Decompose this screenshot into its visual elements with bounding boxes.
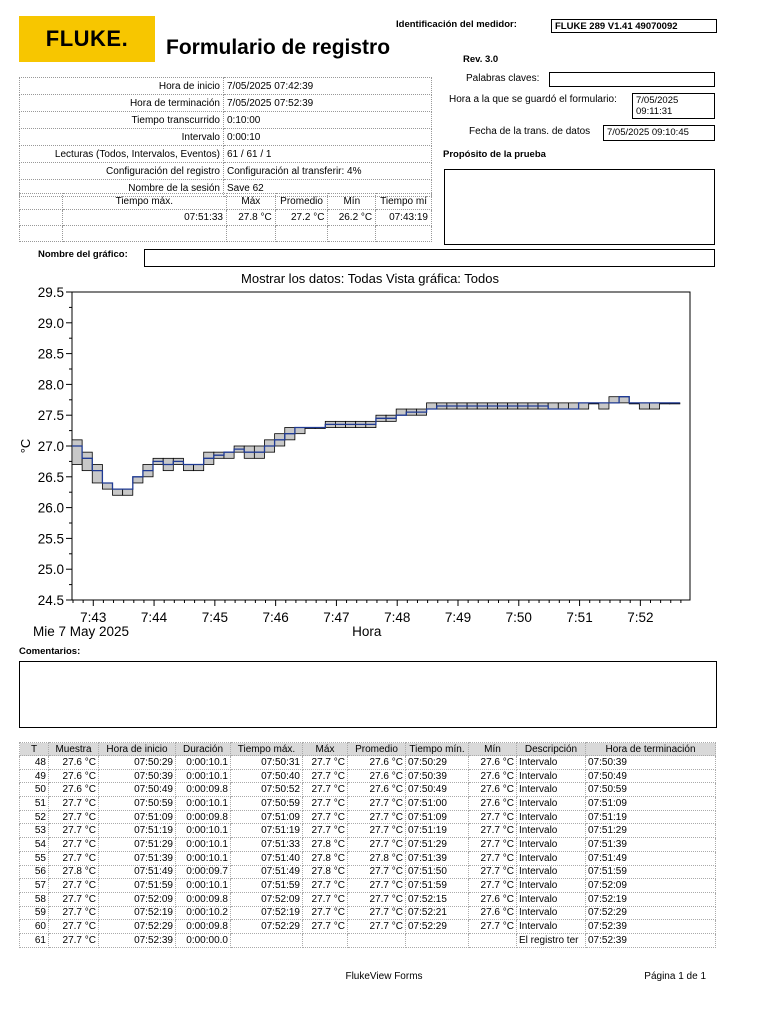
graph-name-field[interactable] xyxy=(144,249,715,267)
graph-name-label: Nombre del gráfico: xyxy=(38,249,128,260)
table-cell: 27.7 °C xyxy=(303,824,348,838)
x-axis-label: Hora xyxy=(352,624,382,639)
info-label: Hora de terminación xyxy=(20,95,224,112)
table-cell: 07:50:29 xyxy=(99,756,176,770)
info-value: 0:10:00 xyxy=(224,112,432,129)
table-cell: 27.7 °C xyxy=(49,892,99,906)
table-cell: 07:52:39 xyxy=(586,920,716,934)
table-cell: 27.6 °C xyxy=(469,797,517,811)
table-cell: 59 xyxy=(20,906,49,920)
table-cell: 56 xyxy=(20,865,49,879)
table-cell: 50 xyxy=(20,783,49,797)
comments-label: Comentarios: xyxy=(19,646,81,657)
y-tick-label: 26.5 xyxy=(37,469,64,485)
table-row xyxy=(20,851,716,865)
range-box xyxy=(92,464,102,482)
purpose-label: Propósito de la prueba xyxy=(443,149,546,160)
table-cell: 07:51:49 xyxy=(231,865,303,879)
table-cell xyxy=(231,933,303,947)
readings-header-cell: Muestra xyxy=(49,743,99,756)
summary-value: 27.8 °C xyxy=(227,210,276,226)
transfer-date-field[interactable]: 7/05/2025 09:10:45 xyxy=(603,125,715,141)
readings-header-cell: T xyxy=(20,743,49,756)
table-cell: 27.6 °C xyxy=(348,756,406,770)
table-cell: 07:51:09 xyxy=(99,810,176,824)
table-cell: 27.7 °C xyxy=(49,797,99,811)
table-cell: 07:51:29 xyxy=(99,838,176,852)
range-box xyxy=(102,483,112,489)
table-cell: 0:00:10.1 xyxy=(176,824,231,838)
table-cell: Intervalo xyxy=(517,756,586,770)
table-cell: 58 xyxy=(20,892,49,906)
summary-header: Máx xyxy=(227,194,276,210)
table-cell: 61 xyxy=(20,933,49,947)
table-cell: 07:51:49 xyxy=(586,851,716,865)
table-cell: 07:50:52 xyxy=(231,783,303,797)
table-cell: 07:51:59 xyxy=(231,879,303,893)
table-cell: 07:51:49 xyxy=(99,865,176,879)
table-cell: 07:50:59 xyxy=(586,783,716,797)
summary-value: 26.2 °C xyxy=(328,210,376,226)
table-cell: 07:52:09 xyxy=(231,892,303,906)
table-cell: 07:51:09 xyxy=(231,810,303,824)
x-tick-label: 7:44 xyxy=(140,610,168,625)
table-cell xyxy=(406,933,469,947)
table-cell: 27.6 °C xyxy=(49,783,99,797)
table-cell: 27.6 °C xyxy=(348,783,406,797)
readings-table xyxy=(19,742,716,948)
table-row xyxy=(20,824,716,838)
readings-header-cell: Hora de inicio xyxy=(99,743,176,756)
table-cell: 07:51:39 xyxy=(99,851,176,865)
table-row xyxy=(20,906,716,920)
table-cell: 27.7 °C xyxy=(303,810,348,824)
meter-id-field[interactable]: FLUKE 289 V1.41 49070092 xyxy=(551,19,717,33)
x-tick-label: 7:46 xyxy=(262,610,289,625)
table-cell: 27.7 °C xyxy=(49,906,99,920)
x-tick-label: 7:52 xyxy=(627,610,654,625)
table-cell: 07:51:09 xyxy=(586,797,716,811)
table-cell: Intervalo xyxy=(517,810,586,824)
table-cell: 0:00:09.8 xyxy=(176,892,231,906)
table-cell: 60 xyxy=(20,920,49,934)
footer-app-name: FlukeView Forms xyxy=(345,971,423,982)
summary-spacer xyxy=(20,194,63,210)
info-row xyxy=(20,112,432,129)
table-cell: 07:52:19 xyxy=(99,906,176,920)
table-cell: 07:50:39 xyxy=(99,769,176,783)
info-value: 7/05/2025 07:42:39 xyxy=(224,78,432,95)
y-tick-label: 28.0 xyxy=(37,377,64,393)
table-row xyxy=(20,879,716,893)
table-cell: 07:52:29 xyxy=(586,906,716,920)
table-cell xyxy=(303,933,348,947)
range-box xyxy=(558,403,568,409)
table-cell: 52 xyxy=(20,810,49,824)
table-cell: 07:50:49 xyxy=(99,783,176,797)
readings-header-cell: Tiempo máx. xyxy=(231,743,303,756)
table-cell: 27.7 °C xyxy=(348,838,406,852)
table-cell: 27.7 °C xyxy=(49,810,99,824)
range-box xyxy=(133,477,143,483)
readings-header-cell: Máx xyxy=(303,743,348,756)
info-value: 61 / 61 / 1 xyxy=(224,146,432,163)
table-cell: Intervalo xyxy=(517,920,586,934)
summary-empty-cell xyxy=(227,226,276,242)
table-cell: 27.7 °C xyxy=(49,838,99,852)
table-cell: 07:51:19 xyxy=(99,824,176,838)
table-cell: 48 xyxy=(20,756,49,770)
saved-time-date: 7/05/2025 xyxy=(636,95,679,106)
table-cell: 27.6 °C xyxy=(469,906,517,920)
info-row xyxy=(20,146,432,163)
table-cell xyxy=(469,933,517,947)
saved-time-field[interactable] xyxy=(632,93,715,119)
summary-empty-cell xyxy=(62,226,226,242)
table-cell: 27.6 °C xyxy=(49,756,99,770)
fluke-logo xyxy=(19,16,155,62)
readings-header-row xyxy=(20,743,716,756)
info-label: Hora de inicio xyxy=(20,78,224,95)
table-cell: 07:50:29 xyxy=(406,756,469,770)
info-table xyxy=(19,77,432,197)
table-cell: Intervalo xyxy=(517,892,586,906)
table-cell: 07:51:33 xyxy=(231,838,303,852)
summary-spacer xyxy=(20,210,63,226)
summary-header: Promedio xyxy=(275,194,328,210)
range-box xyxy=(224,452,234,458)
range-box xyxy=(548,403,558,409)
table-cell: 07:52:39 xyxy=(99,933,176,947)
table-cell: 27.7 °C xyxy=(303,906,348,920)
table-cell: 07:50:49 xyxy=(406,783,469,797)
summary-value: 07:51:33 xyxy=(62,210,226,226)
table-cell: 0:00:10.1 xyxy=(176,838,231,852)
table-cell: 07:51:00 xyxy=(406,797,469,811)
table-row xyxy=(20,933,716,947)
table-cell: 07:52:19 xyxy=(231,906,303,920)
table-cell xyxy=(348,933,406,947)
table-cell: 07:50:31 xyxy=(231,756,303,770)
table-cell: Intervalo xyxy=(517,769,586,783)
info-label: Configuración del registro xyxy=(20,163,224,180)
y-tick-label: 27.5 xyxy=(37,408,64,424)
y-tick-label: 29.0 xyxy=(37,315,64,331)
table-cell: 27.7 °C xyxy=(303,920,348,934)
range-box xyxy=(609,397,619,403)
table-cell: 53 xyxy=(20,824,49,838)
table-row xyxy=(20,865,716,879)
table-cell: 0:00:00.0 xyxy=(176,933,231,947)
table-cell: 27.7 °C xyxy=(348,810,406,824)
y-tick-label: 25.0 xyxy=(37,562,64,578)
range-box xyxy=(649,403,659,409)
table-cell: 27.6 °C xyxy=(469,783,517,797)
table-cell: 27.8 °C xyxy=(348,851,406,865)
table-cell: 54 xyxy=(20,838,49,852)
table-cell: Intervalo xyxy=(517,824,586,838)
table-cell: 27.7 °C xyxy=(49,933,99,947)
table-cell: 27.7 °C xyxy=(303,797,348,811)
readings-header-cell: Hora de terminación xyxy=(586,743,716,756)
table-cell: 27.7 °C xyxy=(303,783,348,797)
table-cell: 27.6 °C xyxy=(49,769,99,783)
table-cell: 27.8 °C xyxy=(303,865,348,879)
table-cell: 07:50:59 xyxy=(99,797,176,811)
summary-header-row xyxy=(20,194,432,210)
table-cell: 07:52:29 xyxy=(406,920,469,934)
keywords-label: Palabras claves: xyxy=(466,73,540,84)
table-cell: 27.7 °C xyxy=(348,879,406,893)
table-cell: 0:00:10.1 xyxy=(176,797,231,811)
y-tick-label: 27.0 xyxy=(37,439,64,454)
readings-header-cell: Tiempo mín. xyxy=(406,743,469,756)
table-cell: 07:50:59 xyxy=(231,797,303,811)
table-cell: 0:00:09.8 xyxy=(176,920,231,934)
table-cell: 07:51:59 xyxy=(99,879,176,893)
range-box xyxy=(123,489,133,495)
table-cell: 27.7 °C xyxy=(348,920,406,934)
table-cell: 07:50:39 xyxy=(586,756,716,770)
table-cell: Intervalo xyxy=(517,797,586,811)
table-cell: 0:00:10.1 xyxy=(176,879,231,893)
range-box xyxy=(639,403,649,409)
table-cell: 27.6 °C xyxy=(469,769,517,783)
table-cell: 07:50:40 xyxy=(231,769,303,783)
info-label: Nombre de la sesión xyxy=(20,180,224,197)
summary-empty-cell xyxy=(275,226,328,242)
readings-header-cell: Duración xyxy=(176,743,231,756)
x-tick-label: 7:48 xyxy=(384,610,411,625)
table-cell: 27.7 °C xyxy=(469,838,517,852)
table-cell: 27.6 °C xyxy=(469,892,517,906)
table-cell: 27.7 °C xyxy=(348,906,406,920)
table-cell: 27.7 °C xyxy=(49,851,99,865)
summary-empty-cell xyxy=(20,226,63,242)
table-cell: 27.7 °C xyxy=(303,756,348,770)
range-box xyxy=(72,440,82,465)
table-cell: 27.7 °C xyxy=(348,892,406,906)
table-cell: 0:00:09.7 xyxy=(176,865,231,879)
table-cell: 27.7 °C xyxy=(303,879,348,893)
info-value: Configuración al transferir: 4% xyxy=(224,163,432,180)
table-cell: 27.6 °C xyxy=(348,769,406,783)
table-row xyxy=(20,783,716,797)
info-label: Intervalo xyxy=(20,129,224,146)
range-box xyxy=(396,409,406,415)
summary-header: Mín xyxy=(328,194,376,210)
logo-text: FLUKE. xyxy=(45,26,129,51)
table-cell: Intervalo xyxy=(517,865,586,879)
info-row xyxy=(20,163,432,180)
table-cell: 27.8 °C xyxy=(303,851,348,865)
table-cell: 07:51:59 xyxy=(406,879,469,893)
transfer-date-label: Fecha de la trans. de datos xyxy=(469,126,591,137)
table-cell: 27.6 °C xyxy=(469,756,517,770)
table-cell: 27.8 °C xyxy=(49,865,99,879)
table-cell: 07:51:19 xyxy=(231,824,303,838)
summary-value: 07:43:19 xyxy=(376,210,432,226)
readings-header-cell: Promedio xyxy=(348,743,406,756)
info-row xyxy=(20,78,432,95)
y-tick-label: 26.0 xyxy=(37,500,64,516)
table-row xyxy=(20,838,716,852)
table-row xyxy=(20,810,716,824)
table-cell: 57 xyxy=(20,879,49,893)
table-cell: 07:51:39 xyxy=(586,838,716,852)
table-row xyxy=(20,797,716,811)
range-box xyxy=(113,489,123,495)
info-row xyxy=(20,129,432,146)
table-cell: 27.7 °C xyxy=(469,851,517,865)
table-cell: 27.8 °C xyxy=(303,838,348,852)
table-cell: 07:52:29 xyxy=(99,920,176,934)
table-cell: 07:52:15 xyxy=(406,892,469,906)
table-cell: Intervalo xyxy=(517,906,586,920)
table-cell: Intervalo xyxy=(517,851,586,865)
range-box xyxy=(579,403,589,409)
y-tick-label: 28.5 xyxy=(37,346,64,362)
table-cell: El registro ter xyxy=(517,933,586,947)
summary-value-row xyxy=(20,210,432,226)
info-label: Lecturas (Todos, Intervalos, Eventos) xyxy=(20,146,224,163)
footer-page-number: Página 1 de 1 xyxy=(644,971,706,982)
table-cell: 27.7 °C xyxy=(49,879,99,893)
table-cell: 27.7 °C xyxy=(49,824,99,838)
table-cell: 27.7 °C xyxy=(303,769,348,783)
table-cell: 27.7 °C xyxy=(303,892,348,906)
summary-empty-row xyxy=(20,226,432,242)
info-value: 7/05/2025 07:52:39 xyxy=(224,95,432,112)
table-cell: 07:50:39 xyxy=(406,769,469,783)
table-cell: 27.7 °C xyxy=(348,865,406,879)
table-cell: 07:52:21 xyxy=(406,906,469,920)
table-row xyxy=(20,756,716,770)
range-box xyxy=(295,428,305,434)
range-box xyxy=(82,452,92,470)
x-tick-label: 7:50 xyxy=(505,610,532,625)
table-row xyxy=(20,920,716,934)
table-row xyxy=(20,892,716,906)
range-box xyxy=(194,464,204,470)
table-cell: 0:00:10.1 xyxy=(176,851,231,865)
table-cell: 07:51:09 xyxy=(406,810,469,824)
range-box xyxy=(183,464,193,470)
chart-title: Mostrar los datos: Todas Vista gráfica: Todos xyxy=(241,271,499,286)
table-cell: 27.7 °C xyxy=(469,920,517,934)
readings-header-cell: Descripción xyxy=(517,743,586,756)
table-cell: 0:00:10.1 xyxy=(176,769,231,783)
table-cell: 07:51:39 xyxy=(406,851,469,865)
table-cell: 27.7 °C xyxy=(348,824,406,838)
table-cell: 07:51:29 xyxy=(406,838,469,852)
info-row xyxy=(20,95,432,112)
table-cell: 07:51:50 xyxy=(406,865,469,879)
x-tick-label: 7:49 xyxy=(444,610,472,625)
saved-time-label: Hora a la que se guardó el formulario: xyxy=(449,94,617,105)
table-cell: 0:00:10.1 xyxy=(176,756,231,770)
summary-header: Tiempo mí xyxy=(376,194,432,210)
page-title: Formulario de registro xyxy=(166,36,391,59)
info-label: Tiempo transcurrido xyxy=(20,112,224,129)
summary-empty-cell xyxy=(376,226,432,242)
x-tick-label: 7:51 xyxy=(566,610,593,625)
keywords-field[interactable] xyxy=(549,72,715,87)
table-cell: 0:00:09.8 xyxy=(176,783,231,797)
table-cell: 27.7 °C xyxy=(469,879,517,893)
x-tick-label: 7:43 xyxy=(80,610,107,625)
range-box xyxy=(427,403,437,409)
range-box xyxy=(568,403,578,409)
readings-header-cell: Mín xyxy=(469,743,517,756)
table-cell: 07:50:49 xyxy=(586,769,716,783)
summary-value: 27.2 °C xyxy=(275,210,328,226)
date-label: Mie 7 May 2025 xyxy=(33,624,130,639)
table-cell: 49 xyxy=(20,769,49,783)
saved-time-time: 09:11:31 xyxy=(636,106,673,117)
summary-empty-cell xyxy=(328,226,376,242)
table-cell: 27.7 °C xyxy=(469,810,517,824)
table-cell: 07:52:39 xyxy=(586,933,716,947)
temperature-chart xyxy=(0,284,768,644)
x-tick-label: 7:45 xyxy=(201,610,228,625)
table-cell: 0:00:09.8 xyxy=(176,810,231,824)
table-cell: 55 xyxy=(20,851,49,865)
table-cell: 51 xyxy=(20,797,49,811)
meter-id-label: Identificación del medidor: xyxy=(396,19,517,30)
table-cell: 27.7 °C xyxy=(49,920,99,934)
x-tick-label: 7:47 xyxy=(323,610,350,625)
plot-frame xyxy=(72,292,690,600)
summary-header: Tiempo máx. xyxy=(62,194,226,210)
table-cell: Intervalo xyxy=(517,838,586,852)
info-value: 0:00:10 xyxy=(224,129,432,146)
table-cell: 07:51:59 xyxy=(586,865,716,879)
info-value: Save 62 xyxy=(224,180,432,197)
table-cell: 07:51:29 xyxy=(586,824,716,838)
table-row xyxy=(20,769,716,783)
table-cell: 27.7 °C xyxy=(348,797,406,811)
y-tick-label: 24.5 xyxy=(37,593,64,608)
table-cell: 07:52:09 xyxy=(586,879,716,893)
table-cell: 27.7 °C xyxy=(469,865,517,879)
y-tick-label: 29.5 xyxy=(37,285,64,300)
table-cell: 27.7 °C xyxy=(469,824,517,838)
range-box xyxy=(599,403,609,409)
table-cell: Intervalo xyxy=(517,879,586,893)
table-cell: 07:52:29 xyxy=(231,920,303,934)
y-axis-label: °C xyxy=(18,438,33,454)
table-cell: 07:52:19 xyxy=(586,892,716,906)
summary-table xyxy=(19,193,432,242)
table-cell: 07:51:19 xyxy=(406,824,469,838)
rev-label: Rev. 3.0 xyxy=(463,54,499,65)
table-cell: 07:51:19 xyxy=(586,810,716,824)
table-cell: 07:52:09 xyxy=(99,892,176,906)
purpose-field[interactable] xyxy=(444,169,715,245)
table-cell: Intervalo xyxy=(517,783,586,797)
comments-field[interactable] xyxy=(19,661,717,728)
table-cell: 07:51:40 xyxy=(231,851,303,865)
y-tick-label: 25.5 xyxy=(37,531,64,547)
table-cell: 0:00:10.2 xyxy=(176,906,231,920)
range-box xyxy=(619,397,629,403)
